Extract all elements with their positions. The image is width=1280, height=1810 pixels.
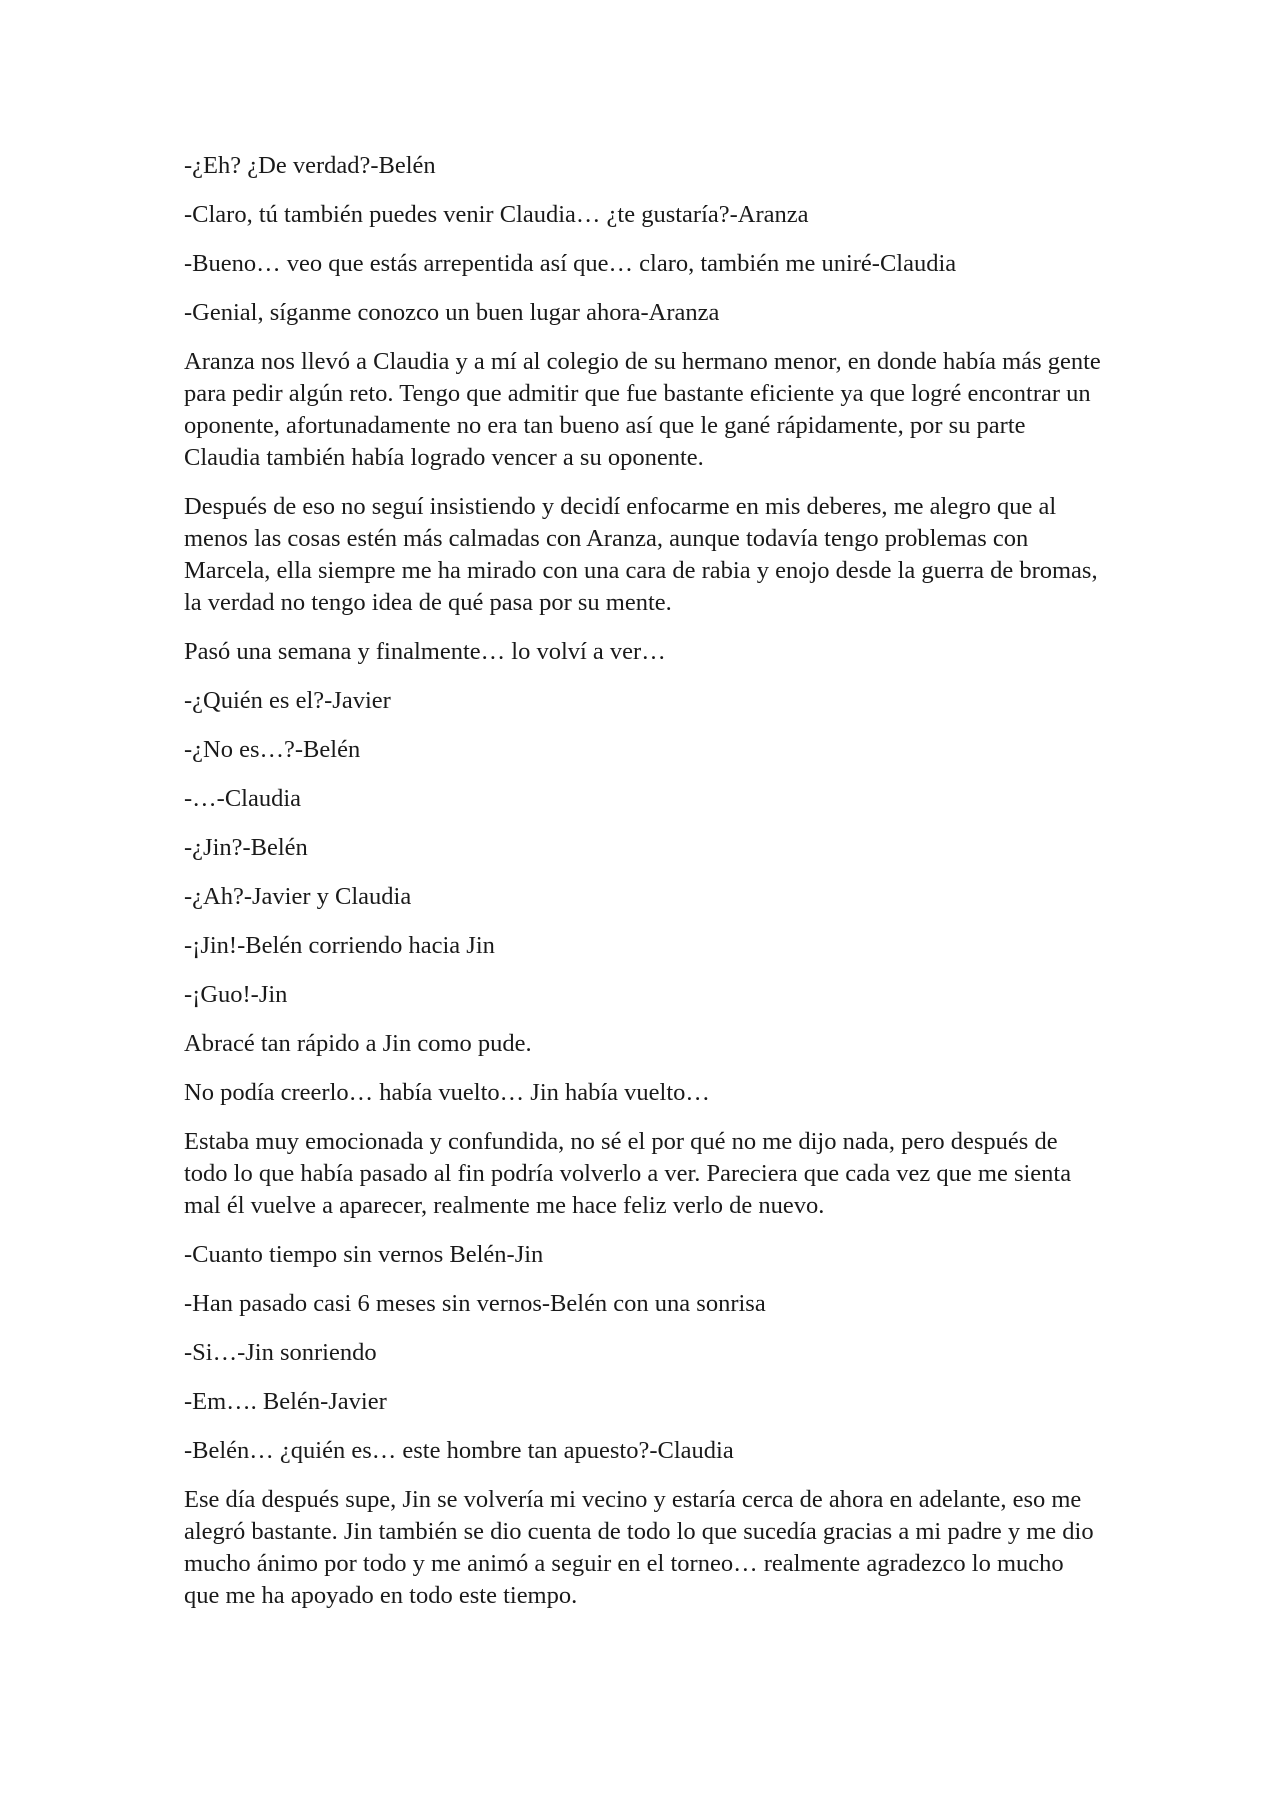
dialogue-line: -Claro, tú también puedes venir Claudia… ¿te gustaría?-Aranza	[184, 201, 809, 228]
dialogue-line: -¿Ah?-Javier y Claudia	[184, 883, 412, 910]
dialogue-line: -¿Jin?-Belén	[184, 834, 308, 861]
narrative-paragraph: Aranza nos llevó a Claudia y a mí al colegio de su hermano menor, en donde había más gente para pedir algún reto. Tengo que admitir que fue bastante eficiente ya que logré encontrar un oponente, afortunadamente no era tan bueno así que le gané rápidamente, por su parte Claudia también había logrado vencer a su oponente.	[184, 348, 1101, 471]
narrative-paragraph: Abracé tan rápido a Jin como pude.	[184, 1030, 532, 1057]
narrative-paragraph: Ese día después supe, Jin se volvería mi vecino y estaría cerca de ahora en adelante, eso me alegró bastante. Jin también se dio cuenta de todo lo que sucedía gracias a mi padre y me dio mucho ánimo por todo y me animó a seguir en el torneo… realmente agradezco lo mucho que me ha apoyado en todo este tiempo.	[184, 1486, 1094, 1609]
dialogue-line: -…-Claudia	[184, 785, 302, 812]
dialogue-line: -¡Guo!-Jin	[184, 981, 288, 1008]
dialogue-line: -Em…. Belén-Javier	[184, 1388, 387, 1415]
narrative-paragraph: Pasó una semana y finalmente… lo volví a ver…	[184, 638, 666, 665]
dialogue-line: -Han pasado casi 6 meses sin vernos-Belén con una sonrisa	[184, 1290, 766, 1317]
dialogue-line: -¿Eh? ¿De verdad?-Belén	[184, 152, 436, 179]
dialogue-line: -Genial, síganme conozco un buen lugar ahora-Aranza	[184, 299, 720, 326]
dialogue-line: -Cuanto tiempo sin vernos Belén-Jin	[184, 1241, 544, 1268]
narrative-paragraph: Después de eso no seguí insistiendo y decidí enfocarme en mis deberes, me alegro que al menos las cosas estén más calmadas con Aranza, aunque todavía tengo problemas con Marcela, ella siempre me ha mirado con una cara de rabia y enojo desde la guerra de bromas, la verdad no tengo idea de qué pasa por su mente.	[184, 493, 1098, 616]
dialogue-line: -¡Jin!-Belén corriendo hacia Jin	[184, 932, 495, 959]
narrative-paragraph: No podía creerlo… había vuelto… Jin había vuelto…	[184, 1079, 710, 1106]
dialogue-line: -Si…-Jin sonriendo	[184, 1339, 377, 1366]
dialogue-line: -¿Quién es el?-Javier	[184, 687, 391, 714]
dialogue-line: -Bueno… veo que estás arrepentida así que… claro, también me uniré-Claudia	[184, 250, 957, 277]
dialogue-line: -Belén… ¿quién es… este hombre tan apuesto?-Claudia	[184, 1437, 734, 1464]
document-page	[184, 150, 1104, 1629]
narrative-paragraph: Estaba muy emocionada y confundida, no sé el por qué no me dijo nada, pero después de todo lo que había pasado al fin podría volverlo a ver. Pareciera que cada vez que me sienta mal él vuelve a aparecer, realmente me hace feliz verlo de nuevo.	[184, 1128, 1072, 1219]
dialogue-line: -¿No es…?-Belén	[184, 736, 361, 763]
